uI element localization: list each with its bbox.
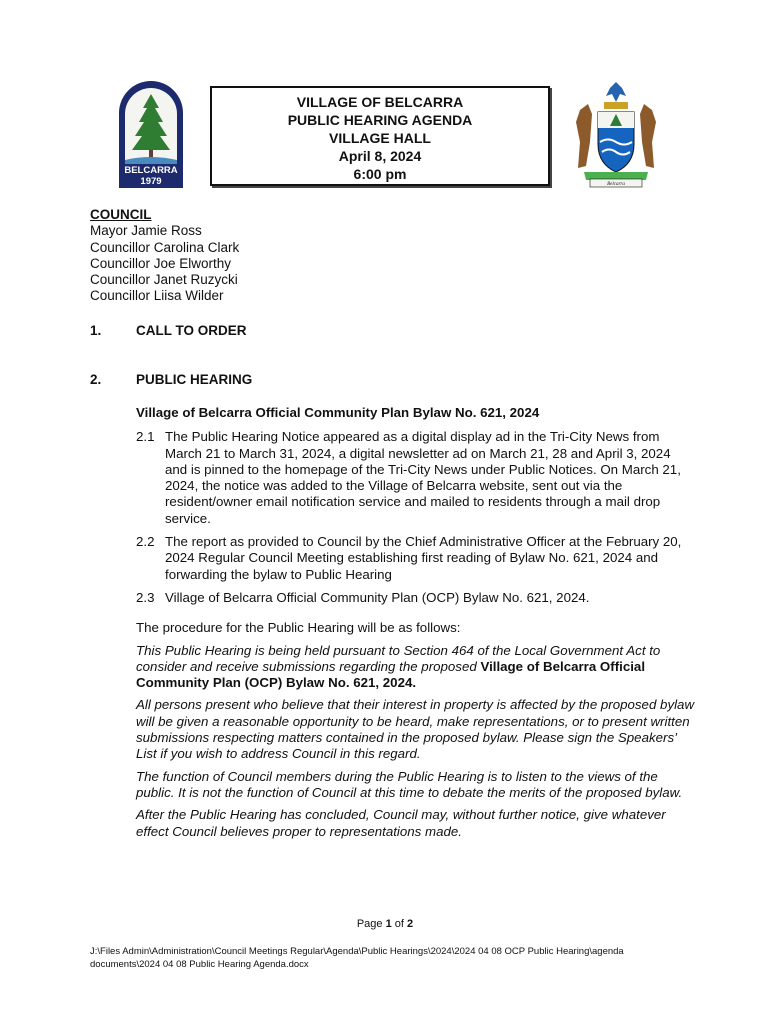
council-member: Mayor Jamie Ross <box>90 223 202 239</box>
council-heading: COUNCIL <box>90 207 152 222</box>
agenda-item-label: CALL TO ORDER <box>136 323 247 338</box>
belcarra-logo <box>116 78 186 190</box>
procedure-text: This Public Hearing is being held pursuant to Section 464 of the Local Government Act to consider and receive submissions regarding the proposed <box>136 642 661 674</box>
crest-motto-text: Belcarra <box>607 182 625 187</box>
council-member: Councillor Carolina Clark <box>90 239 240 255</box>
council-list <box>90 207 239 305</box>
logo-year-text: 1979 <box>140 176 162 187</box>
public-hearing-content <box>136 405 696 840</box>
sub-item-text: The report as provided to Council by the Chief Administrative Officer at the February 20, 2024 Regular Council Meeting establishing first reading of Bylaw No. 621, 2024 and forwarding the bylaw to Public Hearing <box>165 534 682 582</box>
council-member: Councillor Joe Elworthy <box>90 255 232 271</box>
sub-item-number: 2.1 <box>136 429 155 445</box>
procedure-paragraph-1 <box>136 643 696 692</box>
title-agenda: PUBLIC HEARING AGENDA <box>287 112 473 128</box>
procedure-bylaw-name: Village of Belcarra Official Community Plan (OCP) Bylaw No. 621, 2024. <box>136 658 646 691</box>
coat-of-arms <box>570 82 662 188</box>
council-member: Councillor Janet Ruzycki <box>90 272 238 288</box>
sub-item-number: 2.3 <box>136 589 155 605</box>
sub-item-text: The Public Hearing Notice appeared as a digital display ad in the Tri-City News from March 21 to March 31, 2024, a digital newsletter ad on March 21, 28 and April 3, 2024 and is pinned to the homepage of the Tri-City News under Public Notices. On March 21, 2024, the notice was added to the Village of Belcarra website, sent out via the resident/owner email notification service and mailed to residents through a mail drop service. <box>165 429 681 526</box>
procedure-intro: The procedure for the Public Hearing will be as follows: <box>136 620 461 636</box>
title-location: VILLAGE HALL <box>329 130 431 146</box>
agenda-title-box <box>210 86 550 186</box>
bylaw-title: Village of Belcarra Official Community Plan Bylaw No. 621, 2024 <box>136 405 540 420</box>
file-path-line: documents\2024 04 08 Public Hearing Agenda.docx <box>90 958 309 970</box>
council-member: Councillor Liisa Wilder <box>90 288 224 304</box>
procedure-paragraph-3: The function of Council members during the Public Hearing is to listen to the views of the public. It is not the function of Council at this time to debate the merits of the proposed bylaw. <box>136 768 683 800</box>
title-village: VILLAGE OF BELCARRA <box>296 94 464 110</box>
page-of: of <box>391 918 408 930</box>
logo-name-text: BELCARRA <box>124 165 178 176</box>
title-date: April 8, 2024 <box>338 148 422 164</box>
sub-item-text: Village of Belcarra Official Community Plan (OCP) Bylaw No. 621, 2024. <box>165 589 590 605</box>
sub-item <box>136 534 696 583</box>
sub-item <box>136 429 696 527</box>
agenda-item-number: 2. <box>90 372 102 387</box>
procedure-paragraph-2: All persons present who believe that their interest in property is affected by the proposed bylaw will be given a reasonable opportunity to be heard, make representations, or to present written submissions respecting matters contained in the proposed bylaw. Please sign the Speakers’ List if you wish to address Council in this regard. <box>136 697 695 762</box>
procedure-paragraph-4: After the Public Hearing has concluded, Council may, without further notice, give whatever effect Council believes proper to representations made. <box>136 807 666 839</box>
agenda-item-label: PUBLIC HEARING <box>136 372 253 387</box>
page-current: 1 <box>385 918 392 930</box>
file-path-line: J:\Files Admin\Administration\Council Meetings Regular\Agenda\Public Hearings\2024\2024 04 08 OCP Public Hearing\agenda <box>90 946 624 957</box>
sub-item <box>136 590 696 606</box>
page-total: 2 <box>407 918 414 930</box>
title-time: 6:00 pm <box>353 166 407 182</box>
page-prefix: Page <box>356 918 386 930</box>
agenda-item-number: 1. <box>90 323 102 338</box>
page-number <box>0 918 770 930</box>
file-path <box>90 946 690 971</box>
sub-item-number: 2.2 <box>136 534 155 550</box>
